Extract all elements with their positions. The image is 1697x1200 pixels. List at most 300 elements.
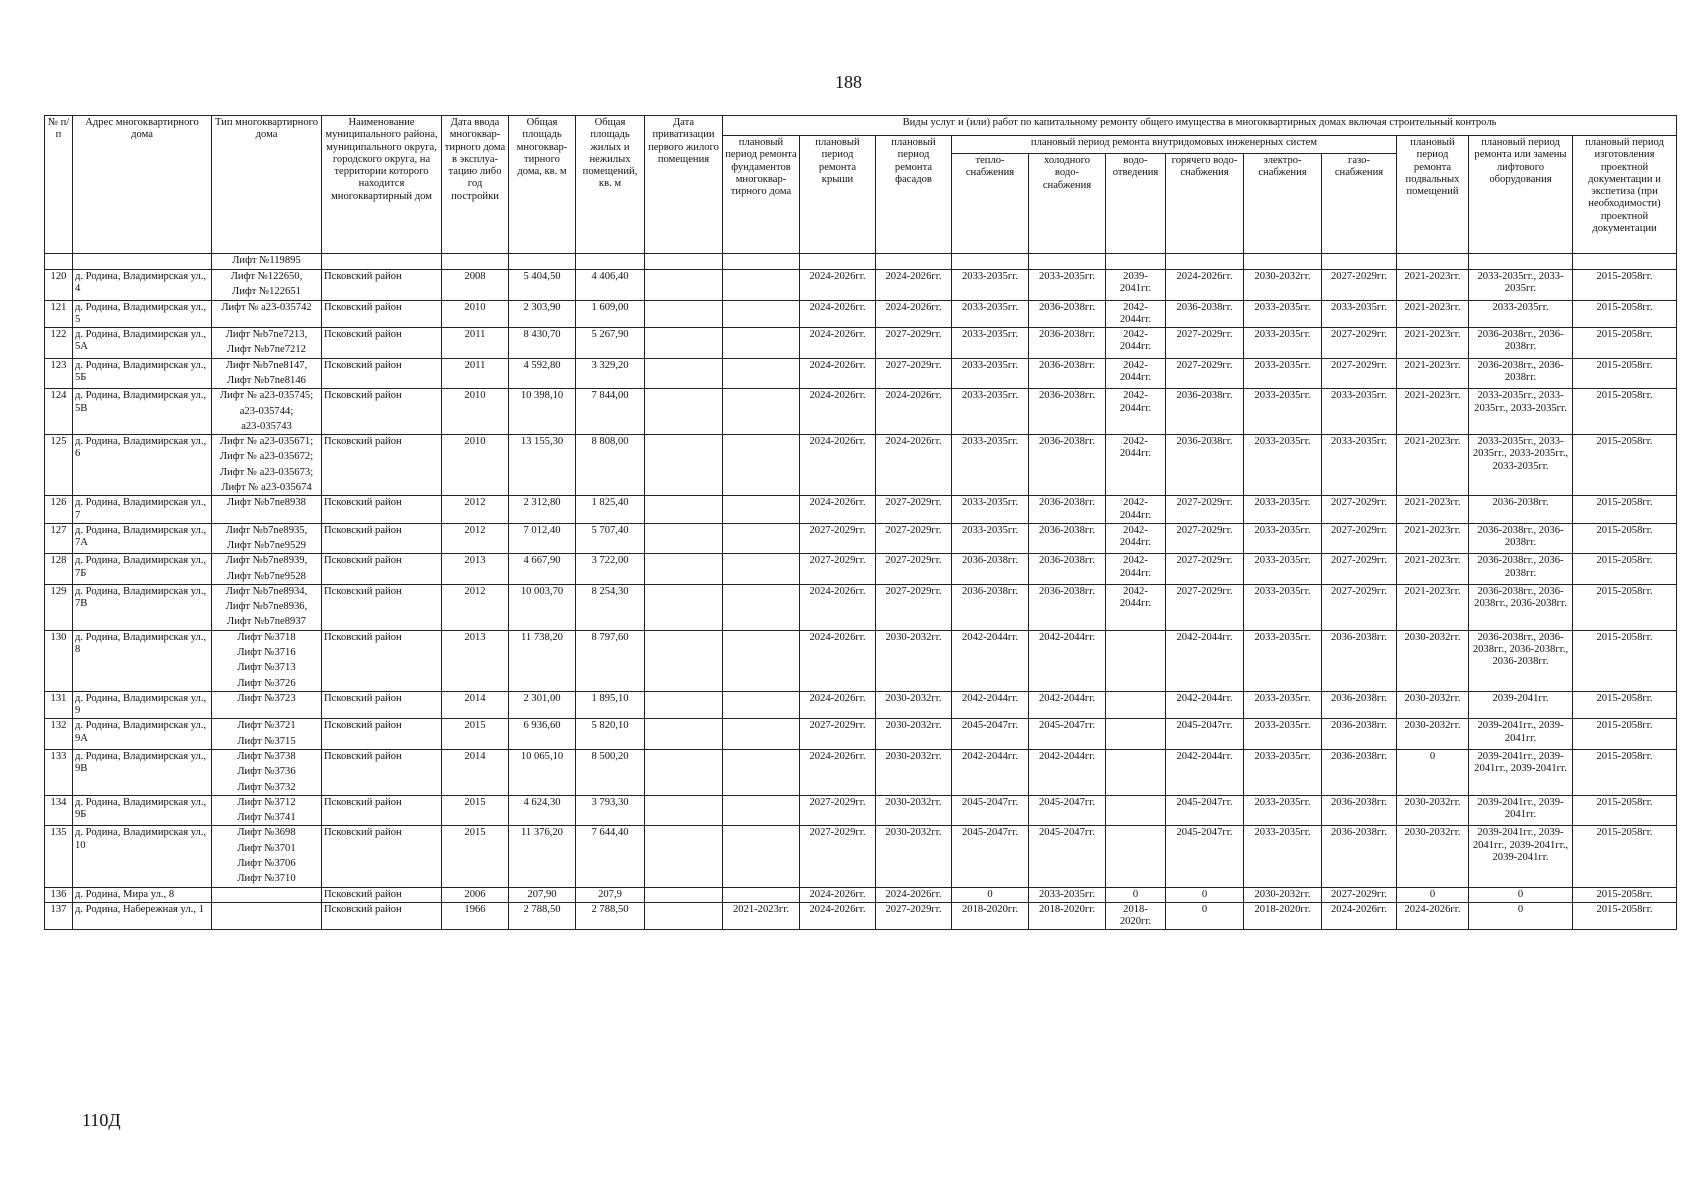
cell-num: 137 [45, 902, 73, 930]
cell-num: 122 [45, 328, 73, 359]
cell-electric-supply: 2033-2035гг. [1244, 691, 1322, 719]
cell-electric-supply: 2033-2035гг. [1244, 584, 1322, 630]
cell-heat-supply: 2045-2047гг. [952, 826, 1029, 887]
cell-address: д. Родина, Набережная ул., 1 [73, 902, 212, 930]
cell-num: 128 [45, 554, 73, 585]
cell-num: 121 [45, 300, 73, 328]
cell-electric-supply: 2033-2035гг. [1244, 630, 1322, 691]
cell-district: Псковский район [322, 435, 442, 496]
cell-roof: 2027-2029гг. [800, 826, 876, 887]
cell-elevator: 2033-2035гг., 2033-2035гг., 2033-2035гг. [1469, 389, 1573, 435]
cell-cold-water: 2036-2038гг. [1029, 584, 1106, 630]
cell-privatization-date [645, 328, 723, 359]
cell-roof: 2024-2026гг. [800, 887, 876, 902]
table-row-continuation [45, 254, 1677, 270]
cell-project-docs: 2015-2058гг. [1573, 795, 1677, 826]
cell-cold-water: 2036-2038гг. [1029, 554, 1106, 585]
cell-elevator: 2036-2038гг., 2036-2038гг., 2036-2038гг., 2036-2038гг. [1469, 630, 1573, 691]
cell-living-area: 8 254,30 [576, 584, 645, 630]
cell-commission-date: 2012 [442, 584, 509, 630]
cell-hot-water: 2045-2047гг. [1166, 719, 1244, 750]
cell-foundation [723, 389, 800, 435]
cell-facade: 2027-2029гг. [876, 496, 952, 524]
elevator-line: Лифт №b7ne8937 [227, 616, 306, 628]
cell-living-area: 7 644,40 [576, 826, 645, 887]
col-privatization-date: Дата приватизации первого жилого помещения [645, 116, 723, 254]
cell-address: д. Родина, Владимирская ул., 5В [73, 389, 212, 435]
cell-address: д. Родина, Владимирская ул., 8 [73, 630, 212, 691]
cell-total-area: 6 936,60 [509, 719, 576, 750]
cell-roof: 2024-2026гг. [800, 902, 876, 930]
cell-elevator: 0 [1469, 887, 1573, 902]
cell-living-area: 3 793,30 [576, 795, 645, 826]
cell-privatization-date [645, 630, 723, 691]
cell-privatization-date [645, 389, 723, 435]
cell-facade: 2027-2029гг. [876, 328, 952, 359]
elevator-line: Лифт № а23-035672; [219, 451, 314, 463]
cell-district: Псковский район [322, 328, 442, 359]
cell-gas-supply: 2033-2035гг. [1322, 300, 1397, 328]
col-num: № п/п [45, 116, 73, 254]
cell-facade: 2030-2032гг. [876, 795, 952, 826]
elevator-line: Лифт №119895 [232, 255, 301, 266]
cell-foundation [723, 795, 800, 826]
cell-total-area: 11 376,20 [509, 826, 576, 887]
cell-gas-supply: 2027-2029гг. [1322, 584, 1397, 630]
cell-total-area: 2 303,90 [509, 300, 576, 328]
cell-num: 132 [45, 719, 73, 750]
elevator-line: Лифт № а23-035745; [219, 390, 314, 402]
cell-commission-date: 2008 [442, 270, 509, 301]
cell-elevator: 2039-2041гг., 2039-2041гг., 2039-2041гг. [1469, 750, 1573, 796]
cell-basement: 2030-2032гг. [1397, 630, 1469, 691]
cell-electric-supply: 2018-2020гг. [1244, 902, 1322, 930]
cell-house-type [212, 750, 322, 796]
elevator-line: Лифт №3726 [237, 677, 296, 689]
elevator-line: Лифт №3716 [237, 647, 296, 659]
table-row [45, 887, 1677, 902]
cell-foundation: 2021-2023гг. [723, 902, 800, 930]
cell-commission-date: 2011 [442, 358, 509, 389]
cell-gas-supply: 2027-2029гг. [1322, 523, 1397, 554]
elevator-line: Лифт №b7ne9528 [227, 570, 306, 582]
cell-total-area: 2 301,00 [509, 691, 576, 719]
elevator-line: Лифт № а23-035671; [219, 436, 314, 448]
cell-elevator: 2039-2041гг., 2039-2041гг. [1469, 795, 1573, 826]
cell-sewerage: 2042-2044гг. [1106, 300, 1166, 328]
cell-commission-date: 2014 [442, 750, 509, 796]
cell-num: 126 [45, 496, 73, 524]
cell-empty [1029, 254, 1106, 270]
cell-sewerage: 2042-2044гг. [1106, 389, 1166, 435]
cell-gas-supply: 2024-2026гг. [1322, 902, 1397, 930]
cell-sewerage [1106, 826, 1166, 887]
cell-address: д. Родина, Владимирская ул., 7Б [73, 554, 212, 585]
cell-address: д. Родина, Владимирская ул., 9 [73, 691, 212, 719]
cell-basement: 2021-2023гг. [1397, 300, 1469, 328]
cell-sewerage: 2042-2044гг. [1106, 358, 1166, 389]
cell-privatization-date [645, 795, 723, 826]
cell-facade: 2024-2026гг. [876, 435, 952, 496]
cell-house-type [212, 795, 322, 826]
cell-facade: 2024-2026гг. [876, 270, 952, 301]
cell-hot-water: 2036-2038гг. [1166, 300, 1244, 328]
cell-address: д. Родина, Владимирская ул., 9Б [73, 795, 212, 826]
cell-heat-supply: 2033-2035гг. [952, 300, 1029, 328]
cell-electric-supply: 2033-2035гг. [1244, 523, 1322, 554]
cell-house-type [212, 300, 322, 328]
cell-basement: 2021-2023гг. [1397, 584, 1469, 630]
table-row [45, 691, 1677, 719]
cell-cold-water: 2036-2038гг. [1029, 358, 1106, 389]
cell-commission-date: 2013 [442, 554, 509, 585]
cell-elevator: 2039-2041гг., 2039-2041гг., 2039-2041гг., 2039-2041гг. [1469, 826, 1573, 887]
cell-privatization-date [645, 554, 723, 585]
cell-gas-supply: 2036-2038гг. [1322, 750, 1397, 796]
col-district: Наименование муниципального района, муниципального округа, городского округа, на территории которого находится многоквартирный дом [322, 116, 442, 254]
table-row [45, 300, 1677, 328]
cell-commission-date: 2006 [442, 887, 509, 902]
cell-living-area: 5 820,10 [576, 719, 645, 750]
cell-district: Псковский район [322, 554, 442, 585]
footer-code: 110Д [82, 1110, 121, 1130]
cell-roof: 2024-2026гг. [800, 750, 876, 796]
cell-total-area: 4 592,80 [509, 358, 576, 389]
table-row [45, 826, 1677, 887]
table-body [45, 254, 1677, 930]
cell-project-docs: 2015-2058гг. [1573, 496, 1677, 524]
cell-empty [1166, 254, 1244, 270]
cell-district: Псковский район [322, 750, 442, 796]
cell-basement: 2021-2023гг. [1397, 523, 1469, 554]
cell-district: Псковский район [322, 826, 442, 887]
cell-district: Псковский район [322, 691, 442, 719]
cell-living-area: 8 797,60 [576, 630, 645, 691]
cell-empty [1244, 254, 1322, 270]
cell-house-type [212, 554, 322, 585]
elevator-line: Лифт № а23-035674 [221, 481, 312, 493]
cell-address: д. Родина, Владимирская ул., 9В [73, 750, 212, 796]
cell-living-area: 1 825,40 [576, 496, 645, 524]
cell-facade: 2027-2029гг. [876, 902, 952, 930]
cell-district: Псковский район [322, 584, 442, 630]
col-elevator: плановый период ремонта или замены лифтового оборудования [1469, 136, 1573, 254]
cell-foundation [723, 328, 800, 359]
cell-roof: 2027-2029гг. [800, 719, 876, 750]
cell-foundation [723, 358, 800, 389]
cell-project-docs: 2015-2058гг. [1573, 750, 1677, 796]
cell-district: Псковский район [322, 887, 442, 902]
cell-roof: 2024-2026гг. [800, 496, 876, 524]
cell-address: д. Родина, Владимирская ул., 10 [73, 826, 212, 887]
capital-repair-table [44, 115, 1677, 930]
cell-foundation [723, 826, 800, 887]
cell-house-type [212, 691, 322, 719]
cell-empty [1397, 254, 1469, 270]
cell-living-area: 4 406,40 [576, 270, 645, 301]
cell-commission-date: 2010 [442, 389, 509, 435]
cell-electric-supply: 2033-2035гг. [1244, 328, 1322, 359]
cell-privatization-date [645, 358, 723, 389]
cell-total-area: 207,90 [509, 887, 576, 902]
cell-num: 136 [45, 887, 73, 902]
elevator-line: Лифт №b7ne9529 [227, 540, 306, 552]
cell-gas-supply: 2036-2038гг. [1322, 719, 1397, 750]
cell-commission-date: 1966 [442, 902, 509, 930]
cell-house-type [212, 254, 322, 270]
cell-facade: 2030-2032гг. [876, 750, 952, 796]
cell-project-docs: 2015-2058гг. [1573, 300, 1677, 328]
cell-house-type [212, 435, 322, 496]
cell-heat-supply: 2033-2035гг. [952, 328, 1029, 359]
cell-gas-supply: 2027-2029гг. [1322, 328, 1397, 359]
cell-cold-water: 2036-2038гг. [1029, 523, 1106, 554]
col-address: Адрес многоквартирного дома [73, 116, 212, 254]
elevator-line: Лифт №122650, [230, 271, 303, 282]
table-row [45, 270, 1677, 301]
cell-empty [723, 254, 800, 270]
cell-privatization-date [645, 584, 723, 630]
cell-empty [1106, 254, 1166, 270]
cell-elevator: 2036-2038гг. [1469, 496, 1573, 524]
col-group-engineering-systems: плановый период ремонта внутридомовых инженерных систем [952, 136, 1397, 154]
cell-district: Псковский район [322, 270, 442, 301]
cell-hot-water: 2036-2038гг. [1166, 435, 1244, 496]
cell-num: 120 [45, 270, 73, 301]
cell-roof: 2027-2029гг. [800, 795, 876, 826]
cell-gas-supply: 2036-2038гг. [1322, 826, 1397, 887]
cell-cold-water: 2033-2035гг. [1029, 887, 1106, 902]
cell-cold-water: 2045-2047гг. [1029, 795, 1106, 826]
cell-heat-supply: 2045-2047гг. [952, 795, 1029, 826]
cell-gas-supply: 2027-2029гг. [1322, 270, 1397, 301]
table-row [45, 584, 1677, 630]
cell-basement: 2030-2032гг. [1397, 691, 1469, 719]
table-row [45, 389, 1677, 435]
cell-heat-supply: 2042-2044гг. [952, 691, 1029, 719]
cell-cold-water: 2045-2047гг. [1029, 826, 1106, 887]
cell-house-type [212, 630, 322, 691]
cell-electric-supply: 2033-2035гг. [1244, 496, 1322, 524]
elevator-line: Лифт №3736 [237, 766, 296, 778]
table-row [45, 750, 1677, 796]
cell-foundation [723, 554, 800, 585]
cell-sewerage: 2039-2041гг. [1106, 270, 1166, 301]
cell-living-area: 1 609,00 [576, 300, 645, 328]
cell-elevator: 2039-2041гг. [1469, 691, 1573, 719]
cell-empty [1469, 254, 1573, 270]
cell-roof: 2024-2026гг. [800, 691, 876, 719]
cell-facade: 2027-2029гг. [876, 554, 952, 585]
cell-cold-water: 2033-2035гг. [1029, 270, 1106, 301]
cell-project-docs: 2015-2058гг. [1573, 328, 1677, 359]
cell-elevator: 2033-2035гг., 2033-2035гг. [1469, 270, 1573, 301]
cell-house-type [212, 496, 322, 524]
cell-basement: 2021-2023гг. [1397, 435, 1469, 496]
cell-house-type [212, 389, 322, 435]
cell-empty [952, 254, 1029, 270]
elevator-line: Лифт №b7ne8935, [225, 524, 308, 536]
cell-commission-date: 2011 [442, 328, 509, 359]
cell-electric-supply: 2033-2035гг. [1244, 389, 1322, 435]
cell-heat-supply: 2033-2035гг. [952, 358, 1029, 389]
cell-cold-water: 2018-2020гг. [1029, 902, 1106, 930]
cell-basement: 2030-2032гг. [1397, 795, 1469, 826]
cell-empty [322, 254, 442, 270]
cell-foundation [723, 750, 800, 796]
cell-sewerage [1106, 691, 1166, 719]
cell-num: 130 [45, 630, 73, 691]
elevator-line: а23-035744; [239, 405, 294, 417]
col-roof: плановый период ремонта крыши [800, 136, 876, 254]
cell-address: д. Родина, Владимирская ул., 5 [73, 300, 212, 328]
cell-commission-date: 2015 [442, 826, 509, 887]
cell-foundation [723, 584, 800, 630]
cell-district: Псковский район [322, 358, 442, 389]
cell-project-docs: 2015-2058гг. [1573, 630, 1677, 691]
cell-privatization-date [645, 523, 723, 554]
cell-heat-supply: 2045-2047гг. [952, 719, 1029, 750]
elevator-line: Лифт №b7ne7213, [225, 329, 308, 341]
cell-gas-supply: 2036-2038гг. [1322, 630, 1397, 691]
elevator-line: Лифт №3701 [237, 842, 296, 854]
cell-project-docs: 2015-2058гг. [1573, 887, 1677, 902]
cell-electric-supply: 2033-2035гг. [1244, 358, 1322, 389]
table-row [45, 328, 1677, 359]
cell-num: 123 [45, 358, 73, 389]
cell-sewerage [1106, 750, 1166, 796]
cell-sewerage: 2042-2044гг. [1106, 496, 1166, 524]
cell-sewerage: 0 [1106, 887, 1166, 902]
cell-total-area: 2 312,80 [509, 496, 576, 524]
cell-house-type [212, 358, 322, 389]
cell-address: д. Родина, Владимирская ул., 5А [73, 328, 212, 359]
cell-privatization-date [645, 270, 723, 301]
elevator-line: Лифт №b7ne8938 [227, 497, 306, 509]
cell-house-type [212, 523, 322, 554]
cell-gas-supply: 2036-2038гг. [1322, 691, 1397, 719]
cell-sewerage: 2042-2044гг. [1106, 523, 1166, 554]
cell-basement: 2030-2032гг. [1397, 826, 1469, 887]
cell-living-area: 8 808,00 [576, 435, 645, 496]
cell-hot-water: 2045-2047гг. [1166, 795, 1244, 826]
elevator-line: Лифт №b7ne8939, [225, 555, 308, 567]
cell-elevator: 2036-2038гг., 2036-2038гг. [1469, 358, 1573, 389]
cell-address: д. Родина, Владимирская ул., 6 [73, 435, 212, 496]
cell-basement: 2021-2023гг. [1397, 328, 1469, 359]
elevator-line: Лифт №3713 [237, 662, 296, 674]
cell-project-docs: 2015-2058гг. [1573, 435, 1677, 496]
elevator-line: Лифт №3741 [237, 812, 296, 824]
cell-project-docs: 2015-2058гг. [1573, 358, 1677, 389]
cell-project-docs: 2015-2058гг. [1573, 902, 1677, 930]
cell-privatization-date [645, 826, 723, 887]
cell-heat-supply: 2033-2035гг. [952, 389, 1029, 435]
cell-elevator: 2036-2038гг., 2036-2038гг. [1469, 328, 1573, 359]
cell-project-docs: 2015-2058гг. [1573, 691, 1677, 719]
cell-sewerage [1106, 630, 1166, 691]
cell-commission-date: 2015 [442, 719, 509, 750]
cell-address: д. Родина, Мира ул., 8 [73, 887, 212, 902]
cell-heat-supply: 2033-2035гг. [952, 435, 1029, 496]
cell-gas-supply: 2027-2029гг. [1322, 554, 1397, 585]
cell-hot-water: 2027-2029гг. [1166, 554, 1244, 585]
cell-empty [509, 254, 576, 270]
cell-facade: 2024-2026гг. [876, 887, 952, 902]
cell-num: 131 [45, 691, 73, 719]
cell-roof: 2024-2026гг. [800, 328, 876, 359]
cell-total-area: 5 404,50 [509, 270, 576, 301]
elevator-line: Лифт №3712 [237, 796, 296, 808]
cell-facade: 2030-2032гг. [876, 826, 952, 887]
cell-num: 135 [45, 826, 73, 887]
cell-privatization-date [645, 887, 723, 902]
cell-num: 125 [45, 435, 73, 496]
cell-cold-water: 2036-2038гг. [1029, 496, 1106, 524]
cell-sewerage: 2042-2044гг. [1106, 584, 1166, 630]
cell-commission-date: 2012 [442, 496, 509, 524]
cell-living-area: 7 844,00 [576, 389, 645, 435]
cell-address: д. Родина, Владимирская ул., 9А [73, 719, 212, 750]
cell-elevator: 2039-2041гг., 2039-2041гг. [1469, 719, 1573, 750]
cell-cold-water: 2036-2038гг. [1029, 389, 1106, 435]
cell-house-type [212, 584, 322, 630]
cell-hot-water: 0 [1166, 902, 1244, 930]
cell-empty [876, 254, 952, 270]
cell-roof: 2024-2026гг. [800, 389, 876, 435]
cell-hot-water: 2042-2044гг. [1166, 691, 1244, 719]
cell-hot-water: 2024-2026гг. [1166, 270, 1244, 301]
cell-hot-water: 2042-2044гг. [1166, 630, 1244, 691]
cell-cold-water: 2042-2044гг. [1029, 750, 1106, 796]
cell-gas-supply: 2027-2029гг. [1322, 887, 1397, 902]
cell-foundation [723, 270, 800, 301]
cell-living-area: 8 500,20 [576, 750, 645, 796]
cell-electric-supply: 2033-2035гг. [1244, 750, 1322, 796]
cell-district: Псковский район [322, 795, 442, 826]
cell-district: Псковский район [322, 389, 442, 435]
cell-sewerage: 2042-2044гг. [1106, 328, 1166, 359]
cell-elevator: 2036-2038гг., 2036-2038гг., 2036-2038гг. [1469, 584, 1573, 630]
elevator-line: Лифт №3698 [237, 827, 296, 839]
cell-empty [1573, 254, 1677, 270]
cell-facade: 2030-2032гг. [876, 691, 952, 719]
cell-project-docs: 2015-2058гг. [1573, 270, 1677, 301]
col-sewerage: водо-отведения [1106, 154, 1166, 254]
cell-hot-water: 2027-2029гг. [1166, 328, 1244, 359]
cell-privatization-date [645, 300, 723, 328]
cell-basement: 2030-2032гг. [1397, 719, 1469, 750]
cell-project-docs: 2015-2058гг. [1573, 523, 1677, 554]
table-row [45, 554, 1677, 585]
cell-basement: 0 [1397, 750, 1469, 796]
cell-house-type [212, 270, 322, 301]
cell-facade: 2030-2032гг. [876, 719, 952, 750]
cell-cold-water: 2042-2044гг. [1029, 630, 1106, 691]
cell-roof: 2024-2026гг. [800, 300, 876, 328]
cell-electric-supply: 2030-2032гг. [1244, 270, 1322, 301]
cell-privatization-date [645, 902, 723, 930]
table-row [45, 902, 1677, 930]
cell-empty [1322, 254, 1397, 270]
cell-total-area: 4 624,30 [509, 795, 576, 826]
cell-foundation [723, 691, 800, 719]
cell-total-area: 2 788,50 [509, 902, 576, 930]
cell-basement: 0 [1397, 887, 1469, 902]
elevator-line: Лифт №3715 [237, 735, 296, 747]
cell-heat-supply: 2033-2035гг. [952, 523, 1029, 554]
elevator-line: Лифт №3706 [237, 857, 296, 869]
